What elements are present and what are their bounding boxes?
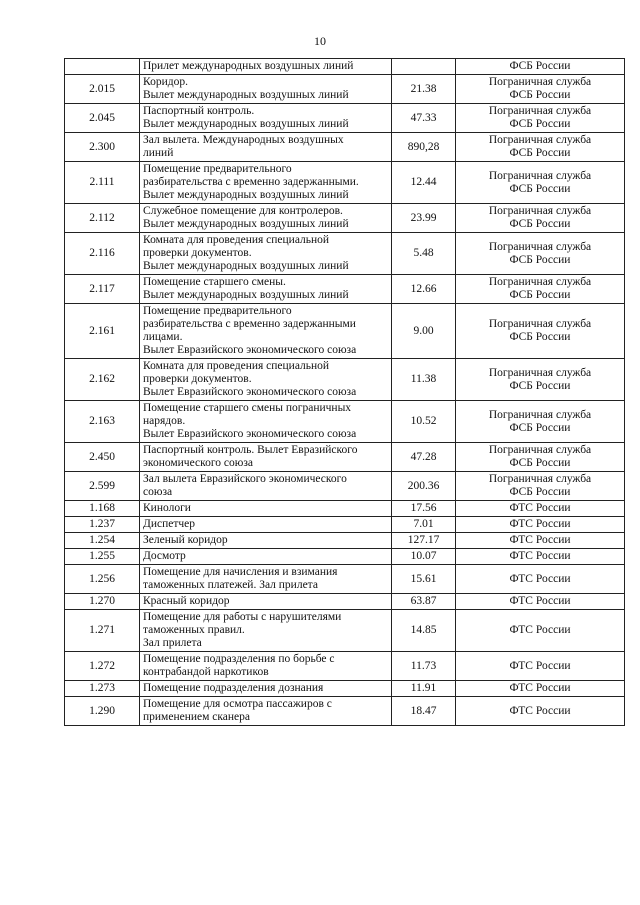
room-name-line: таможенных платежей. Зал прилета — [143, 579, 318, 591]
organization-cell — [456, 549, 625, 565]
room-name-line: Вылет международных воздушных линий — [143, 289, 349, 301]
room-name-cell — [140, 204, 392, 233]
organization-cell — [456, 594, 625, 610]
room-area-cell: 23.99 — [392, 204, 456, 233]
organization-line: ФСБ России — [509, 182, 571, 195]
room-area-cell: 47.33 — [392, 104, 456, 133]
table-row — [65, 697, 625, 726]
table-row — [65, 594, 625, 610]
room-name-line: Помещение подразделения дознания — [143, 682, 324, 694]
room-name-line: Вылет международных воздушных линий — [143, 260, 349, 272]
organization-line: ФТС России — [509, 682, 571, 694]
room-area-cell: 9.00 — [392, 304, 456, 359]
organization-cell — [456, 59, 625, 75]
room-area-cell: 12.66 — [392, 275, 456, 304]
organization-line: ФСБ России — [509, 147, 571, 159]
organization-line: ФСБ России — [509, 89, 571, 101]
room-name-line: Помещение старшего смены пограничных — [143, 402, 352, 414]
organization-line: ФТС России — [509, 704, 571, 717]
organization-cell — [456, 517, 625, 533]
room-name-line: Красный коридор — [143, 595, 230, 607]
organization-line: Пограничная служба — [488, 134, 592, 146]
room-area-cell: 17.56 — [392, 501, 456, 517]
room-name-line: Комната для проведения специальной — [143, 360, 330, 372]
table-row — [65, 304, 625, 359]
organization-line: ФТС России — [509, 659, 571, 672]
organization-cell — [456, 275, 625, 304]
room-name-line: Паспортный контроль. Вылет Евразийского — [143, 444, 358, 456]
table-row — [65, 443, 625, 472]
table-row — [65, 204, 625, 233]
organization-line: Пограничная служба — [488, 318, 592, 330]
organization-line: ФСБ России — [509, 218, 571, 230]
table-row — [65, 549, 625, 565]
organization-line: ФСБ России — [509, 421, 571, 434]
organization-cell — [456, 697, 625, 726]
room-name-line: Паспортный контроль. — [143, 105, 255, 117]
room-name-cell — [140, 104, 392, 133]
room-name-line: Служебное помещение для контролеров. — [143, 205, 343, 217]
room-name-cell — [140, 652, 392, 681]
room-code-cell: 1.237 — [65, 517, 140, 533]
organization-line: Пограничная служба — [488, 76, 592, 88]
room-name-line: таможенных правил. — [143, 624, 245, 636]
organization-cell — [456, 401, 625, 443]
organization-cell — [456, 681, 625, 697]
room-name-cell — [140, 304, 392, 359]
room-code-cell: 2.112 — [65, 204, 140, 233]
organization-cell — [456, 104, 625, 133]
room-name-line: Вылет международных воздушных линий — [143, 89, 349, 101]
table-row — [65, 359, 625, 401]
room-area-cell: 10.07 — [392, 549, 456, 565]
room-area-cell: 11.73 — [392, 652, 456, 681]
room-name-line: экономического союза — [143, 457, 253, 469]
organization-line: ФСБ России — [509, 379, 571, 392]
room-name-line: Вылет Евразийского экономического союза — [143, 344, 357, 356]
organization-line: ФСБ России — [509, 118, 571, 130]
room-name-cell — [140, 162, 392, 204]
room-code-cell: 2.015 — [65, 75, 140, 104]
room-code-cell: 2.116 — [65, 233, 140, 275]
table-row — [65, 501, 625, 517]
room-name-cell — [140, 681, 392, 697]
room-name-cell — [140, 233, 392, 275]
table-row — [65, 517, 625, 533]
room-name-cell — [140, 517, 392, 533]
table-row — [65, 275, 625, 304]
table-row — [65, 59, 625, 75]
room-name-line: Помещение предварительного — [143, 305, 292, 317]
room-area-cell: 21.38 — [392, 75, 456, 104]
table-row — [65, 472, 625, 501]
room-name-cell — [140, 472, 392, 501]
table-row — [65, 104, 625, 133]
room-name-line: Досмотр — [143, 550, 186, 562]
organization-cell — [456, 304, 625, 359]
room-name-cell — [140, 401, 392, 443]
organization-cell — [456, 233, 625, 275]
organization-cell — [456, 359, 625, 401]
room-name-cell — [140, 59, 392, 75]
room-code-cell: 2.162 — [65, 359, 140, 401]
table-row — [65, 652, 625, 681]
room-name-cell — [140, 610, 392, 652]
organization-cell — [456, 565, 625, 594]
room-code-cell: 2.599 — [65, 472, 140, 501]
room-name-line: Помещение для осмотра пассажиров с — [143, 698, 332, 710]
room-code-cell: 2.450 — [65, 443, 140, 472]
room-code-cell: 2.163 — [65, 401, 140, 443]
organization-cell — [456, 610, 625, 652]
room-code-cell: 2.300 — [65, 133, 140, 162]
organization-cell — [456, 501, 625, 517]
room-name-line: линий — [143, 147, 174, 159]
room-name-line: Помещение предварительного — [143, 163, 292, 175]
room-name-cell — [140, 443, 392, 472]
organization-line: Пограничная служба — [488, 276, 592, 288]
organization-line: Пограничная служба — [488, 169, 592, 182]
room-code-cell — [65, 59, 140, 75]
organization-line: ФТС России — [509, 502, 571, 514]
room-name-line: контрабандой наркотиков — [143, 666, 269, 678]
rooms-table — [64, 58, 625, 726]
table-row — [65, 401, 625, 443]
room-name-line: нарядов. — [143, 415, 186, 427]
organization-line: Пограничная служба — [488, 366, 592, 379]
room-name-cell — [140, 594, 392, 610]
organization-line: ФСБ России — [509, 457, 571, 469]
room-area-cell: 127.17 — [392, 533, 456, 549]
room-area-cell: 63.87 — [392, 594, 456, 610]
organization-line: ФТС России — [509, 518, 571, 530]
table-row — [65, 610, 625, 652]
room-name-line: Диспетчер — [143, 518, 196, 530]
organization-line: ФСБ России — [509, 486, 571, 498]
room-name-cell — [140, 697, 392, 726]
room-code-cell: 1.254 — [65, 533, 140, 549]
organization-line: ФТС России — [509, 550, 571, 562]
room-name-line: Зал прилета — [143, 637, 202, 649]
table-row — [65, 233, 625, 275]
room-name-line: проверки документов. — [143, 247, 252, 259]
room-code-cell: 2.161 — [65, 304, 140, 359]
table-row — [65, 533, 625, 549]
organization-cell — [456, 443, 625, 472]
room-area-cell: 5.48 — [392, 233, 456, 275]
organization-cell — [456, 204, 625, 233]
room-area-cell: 11.38 — [392, 359, 456, 401]
organization-line: Пограничная служба — [488, 105, 592, 117]
room-code-cell: 1.256 — [65, 565, 140, 594]
organization-line: ФТС России — [509, 534, 571, 546]
organization-line: Пограничная служба — [488, 205, 592, 217]
room-name-line: Комната для проведения специальной — [143, 234, 330, 246]
room-code-cell: 1.272 — [65, 652, 140, 681]
room-area-cell: 15.61 — [392, 565, 456, 594]
page-number: 10 — [314, 34, 326, 48]
room-code-cell: 1.271 — [65, 610, 140, 652]
room-name-cell — [140, 501, 392, 517]
room-name-line: Помещение старшего смены. — [143, 276, 286, 288]
room-name-line: разбирательства с временно задержанными — [143, 318, 356, 330]
room-name-line: Вылет международных воздушных линий — [143, 189, 349, 201]
room-name-line: Помещение для начисления и взимания — [143, 566, 338, 578]
organization-line: Пограничная служба — [488, 473, 592, 485]
room-area-cell: 18.47 — [392, 697, 456, 726]
room-name-cell — [140, 549, 392, 565]
room-name-line: разбирательства с временно задержанными. — [143, 176, 359, 188]
organization-line: Пограничная служба — [488, 444, 592, 456]
organization-line: ФСБ России — [509, 331, 571, 343]
room-code-cell: 1.255 — [65, 549, 140, 565]
room-code-cell: 2.045 — [65, 104, 140, 133]
room-area-cell: 12.44 — [392, 162, 456, 204]
room-area-cell: 11.91 — [392, 681, 456, 697]
organization-cell — [456, 533, 625, 549]
table-row — [65, 162, 625, 204]
organization-line: ФСБ России — [509, 253, 571, 266]
room-code-cell: 2.111 — [65, 162, 140, 204]
room-name-line: Вылет Евразийского экономического союза — [143, 428, 357, 440]
room-area-cell: 7.01 — [392, 517, 456, 533]
room-name-cell — [140, 275, 392, 304]
organization-line: ФТС России — [509, 595, 571, 607]
room-name-line: Помещение подразделения по борьбе с — [143, 653, 335, 665]
organization-cell — [456, 75, 625, 104]
organization-line: ФСБ России — [509, 289, 571, 301]
organization-line: ФСБ России — [509, 60, 571, 72]
room-name-line: Прилет международных воздушных линий — [143, 60, 354, 72]
organization-line: Пограничная служба — [488, 240, 592, 253]
room-name-line: Коридор. — [143, 76, 188, 88]
room-name-cell — [140, 133, 392, 162]
room-name-line: применением сканера — [143, 711, 250, 723]
organization-line: Пограничная служба — [488, 408, 592, 421]
organization-line: ФТС России — [509, 572, 571, 585]
room-name-line: Зал вылета Евразийского экономического — [143, 473, 347, 485]
room-name-line: Вылет международных воздушных линий — [143, 118, 349, 130]
room-name-cell — [140, 533, 392, 549]
table-row — [65, 75, 625, 104]
room-name-line: Зал вылета. Международных воздушных — [143, 134, 344, 146]
room-area-cell — [392, 59, 456, 75]
organization-cell — [456, 162, 625, 204]
room-name-cell — [140, 565, 392, 594]
organization-line: ФТС России — [509, 624, 571, 636]
room-area-cell: 890,28 — [392, 133, 456, 162]
organization-cell — [456, 133, 625, 162]
table-row — [65, 565, 625, 594]
room-area-cell: 14.85 — [392, 610, 456, 652]
room-area-cell: 200.36 — [392, 472, 456, 501]
organization-cell — [456, 652, 625, 681]
room-name-line: союза — [143, 486, 173, 498]
room-name-line: лицами. — [143, 331, 183, 343]
room-name-line: Кинологи — [143, 502, 191, 514]
room-name-cell — [140, 75, 392, 104]
room-code-cell: 2.117 — [65, 275, 140, 304]
room-name-line: проверки документов. — [143, 373, 252, 385]
table-row — [65, 133, 625, 162]
room-name-line: Вылет международных воздушных линий — [143, 218, 349, 230]
room-code-cell: 1.290 — [65, 697, 140, 726]
room-area-cell: 47.28 — [392, 443, 456, 472]
room-code-cell: 1.168 — [65, 501, 140, 517]
room-name-cell — [140, 359, 392, 401]
room-name-line: Вылет Евразийского экономического союза — [143, 386, 357, 398]
room-name-line: Помещение для работы с нарушителями — [143, 611, 342, 623]
table-row — [65, 681, 625, 697]
room-code-cell: 1.273 — [65, 681, 140, 697]
room-area-cell: 10.52 — [392, 401, 456, 443]
room-name-line: Зеленый коридор — [143, 534, 228, 546]
room-code-cell: 1.270 — [65, 594, 140, 610]
organization-cell — [456, 472, 625, 501]
